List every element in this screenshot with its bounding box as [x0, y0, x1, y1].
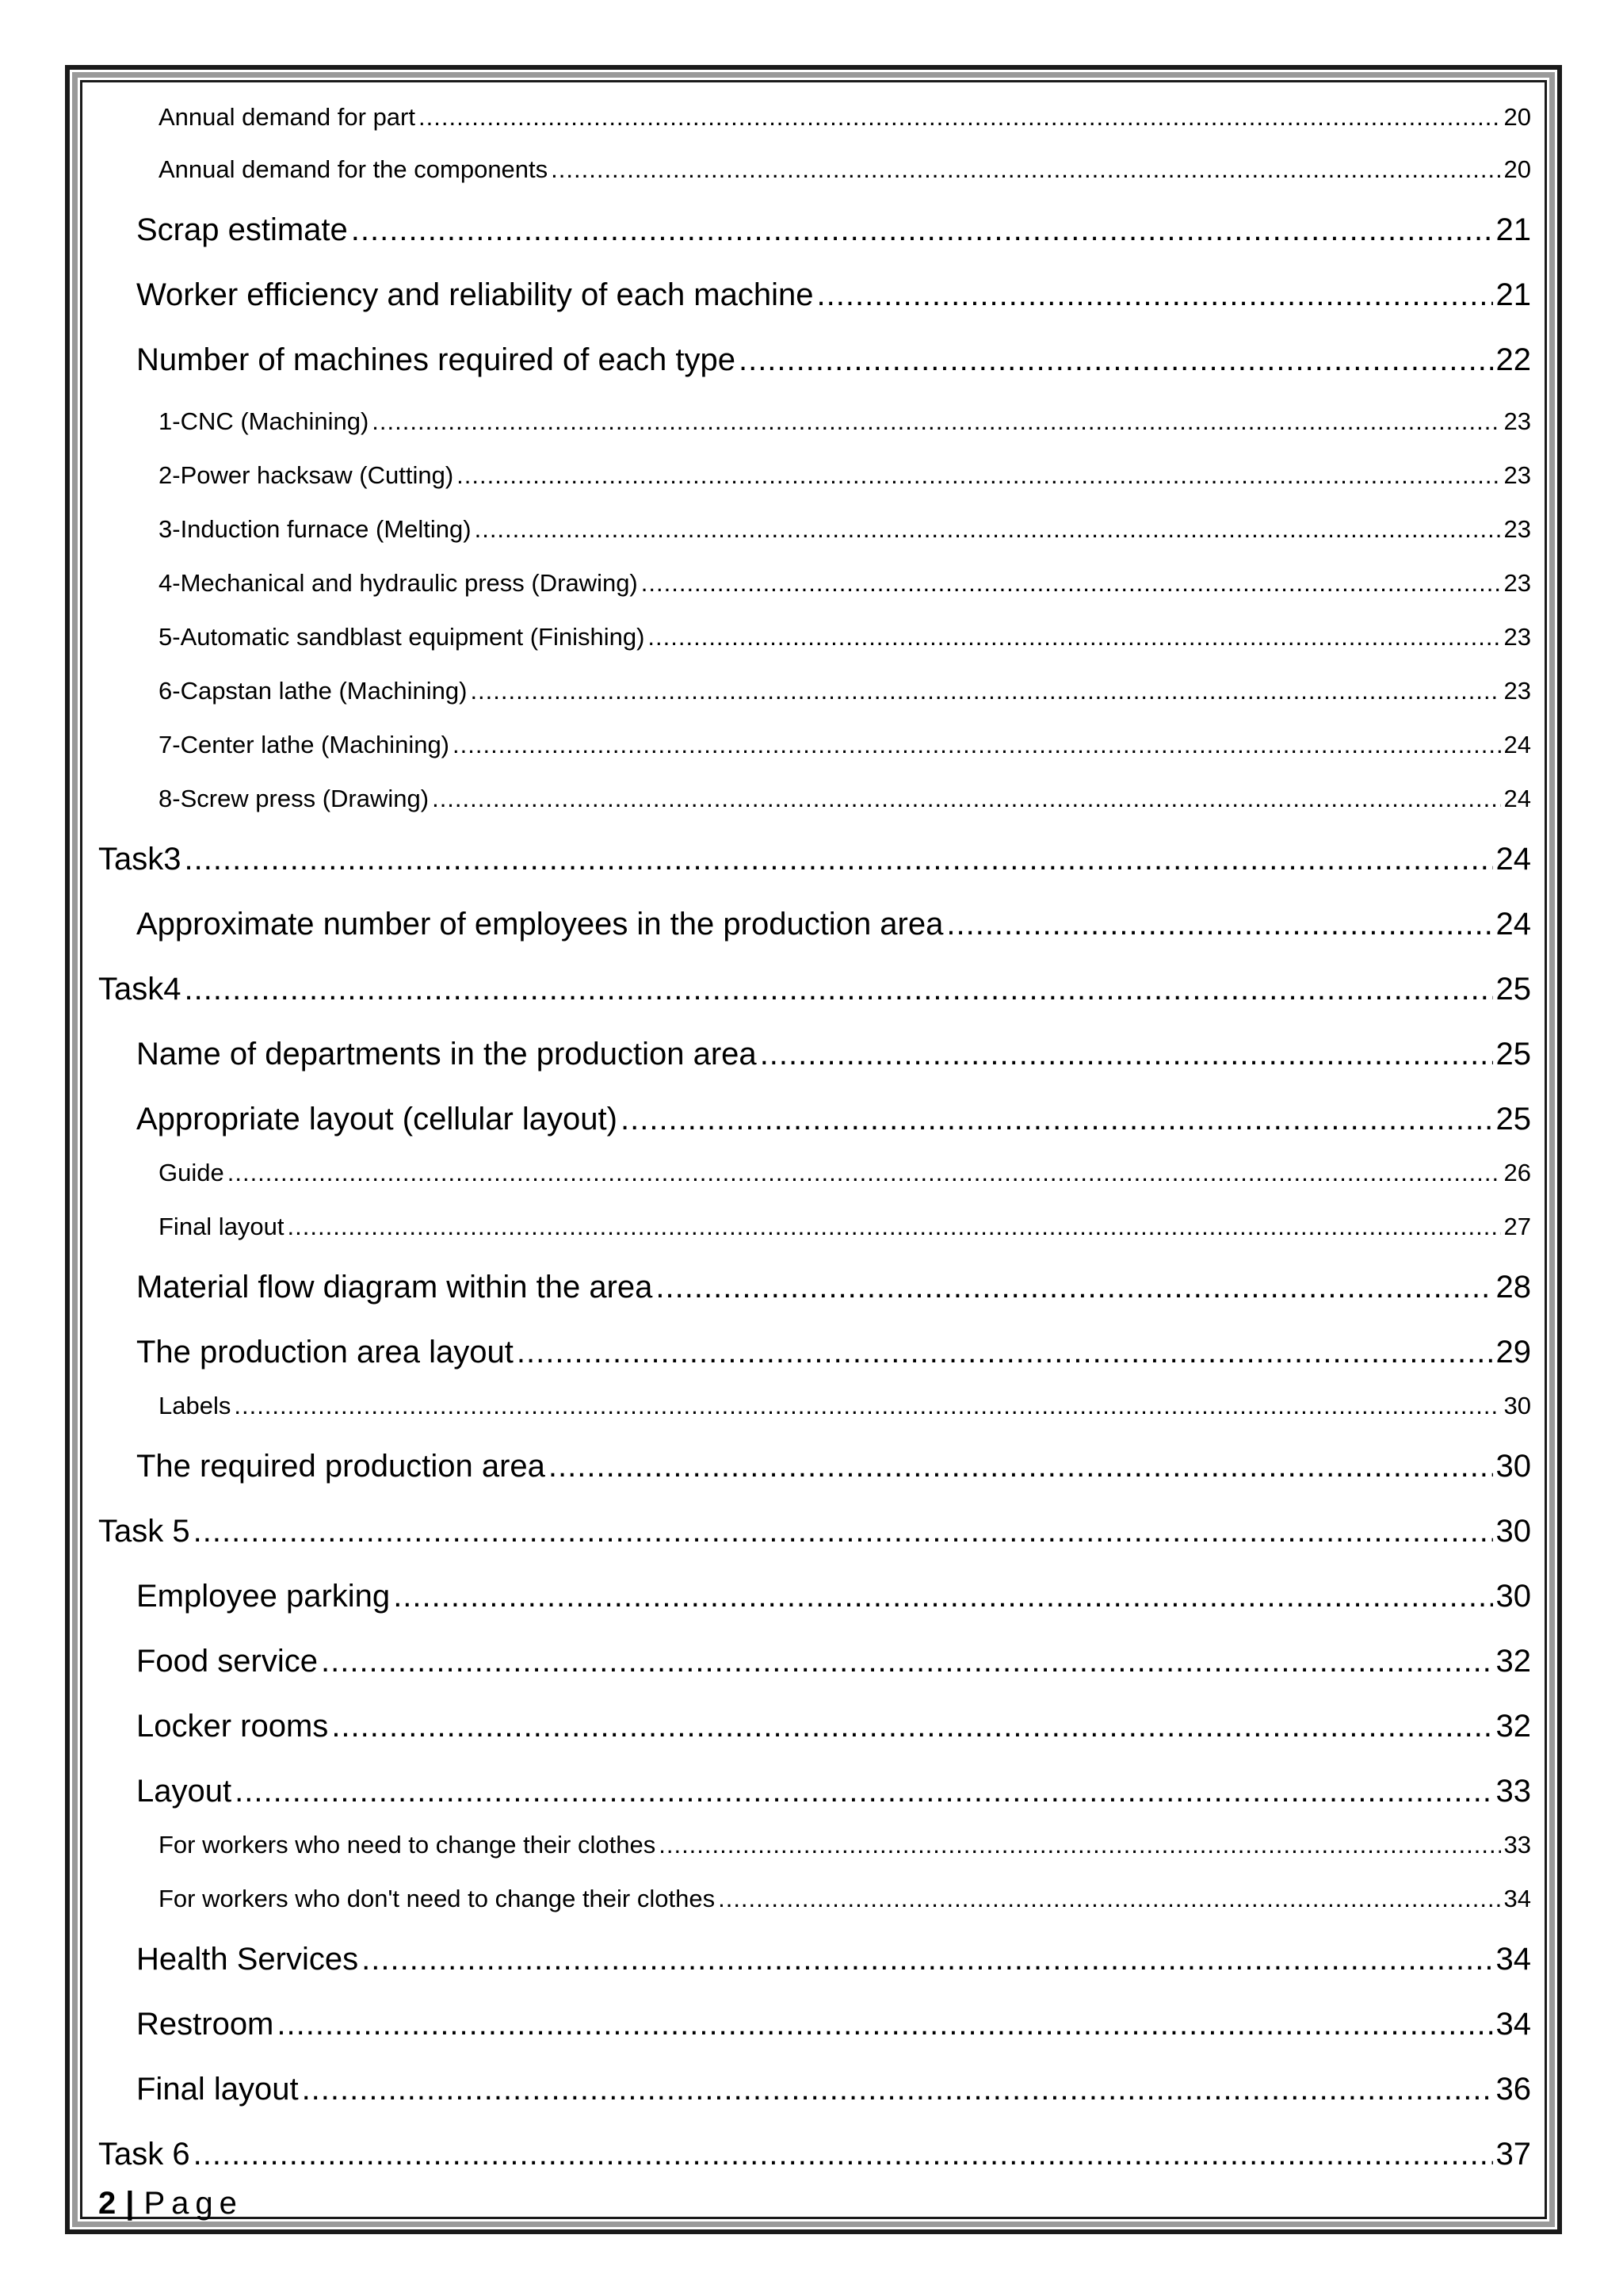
toc-entry-title: 4-Mechanical and hydraulic press (Drawing) [158, 569, 638, 597]
toc-entry-title: Approximate number of employees in the production area [136, 907, 944, 942]
toc-entry-page: 33 [1503, 1831, 1531, 1859]
toc-dot-leader [372, 407, 1500, 436]
toc-entry-page: 26 [1503, 1159, 1531, 1186]
toc-entry-page: 25 [1495, 1037, 1531, 1072]
toc-entry[interactable] [158, 785, 1531, 813]
toc-entry-page: 36 [1495, 2072, 1531, 2107]
toc-entry[interactable] [136, 1579, 1531, 1614]
toc-entry-title: Locker rooms [136, 1709, 329, 1744]
toc-entry-title: Health Services [136, 1942, 359, 1977]
toc-entry-page: 24 [1495, 907, 1531, 942]
toc-entry[interactable] [98, 1514, 1531, 1549]
toc-entry-page: 20 [1503, 155, 1531, 183]
toc-entry-title: The required production area [136, 1449, 545, 1484]
toc-dot-leader [621, 1102, 1493, 1137]
toc-entry-page: 30 [1503, 1392, 1531, 1419]
toc-entry-title: Scrap estimate [136, 212, 348, 247]
toc-dot-leader [302, 2072, 1493, 2107]
toc-entry-page: 27 [1503, 1213, 1531, 1240]
toc-dot-leader [548, 1449, 1493, 1484]
toc-entry-page: 23 [1503, 677, 1531, 705]
toc-entry[interactable] [98, 842, 1531, 877]
toc-dot-leader [331, 1709, 1492, 1744]
toc-entry[interactable] [158, 155, 1531, 184]
toc-entry-title: Task 6 [98, 2137, 190, 2172]
toc-entry[interactable] [158, 1885, 1531, 1913]
toc-entry-title: Labels [158, 1392, 231, 1419]
toc-entry-title: Guide [158, 1159, 224, 1186]
toc-entry-page: 32 [1495, 1709, 1531, 1744]
toc-entry-page: 25 [1495, 972, 1531, 1007]
toc-entry-title: Restroom [136, 2007, 274, 2042]
toc-entry-title: 3-Induction furnace (Melting) [158, 515, 472, 543]
toc-dot-leader [655, 1270, 1492, 1305]
toc-entry-title: The production area layout [136, 1335, 514, 1370]
toc-dot-leader [453, 731, 1501, 759]
toc-dot-leader [193, 2137, 1493, 2172]
toc-entry-title: Final layout [158, 1213, 285, 1240]
toc-entry-page: 34 [1503, 1885, 1531, 1912]
toc-entry[interactable] [158, 731, 1531, 759]
toc-entry-page: 23 [1503, 569, 1531, 597]
toc-dot-leader [817, 277, 1493, 313]
toc-entry-page: 24 [1503, 731, 1531, 758]
toc-entry-page: 30 [1495, 1449, 1531, 1484]
toc-entry-page: 24 [1495, 842, 1531, 877]
toc-entry-title: Name of departments in the production area [136, 1037, 757, 1072]
toc-dot-leader [432, 785, 1500, 813]
toc-entry-title: 1-CNC (Machining) [158, 407, 369, 435]
toc-dot-leader [193, 1514, 1493, 1549]
toc-entry-title: Task 5 [98, 1514, 190, 1549]
toc-dot-leader [393, 1579, 1492, 1614]
toc-entry-title: Final layout [136, 2072, 299, 2107]
toc-dot-leader [470, 677, 1500, 705]
toc-entry[interactable] [136, 1102, 1531, 1137]
toc-entry-title: Appropriate layout (cellular layout) [136, 1102, 617, 1137]
toc-entry[interactable] [158, 461, 1531, 490]
toc-entry-page: 34 [1495, 2007, 1531, 2042]
toc-entry-title: Annual demand for the components [158, 155, 548, 183]
toc-entry-page: 33 [1495, 1774, 1531, 1809]
toc-entry-page: 23 [1503, 461, 1531, 489]
toc-entry[interactable] [158, 1213, 1531, 1241]
toc-entry-title: Worker efficiency and reliability of each machine [136, 277, 814, 312]
toc-dot-leader [418, 103, 1501, 132]
toc-dot-leader [321, 1644, 1493, 1679]
toc-dot-leader [641, 569, 1501, 598]
toc-dot-leader [659, 1831, 1500, 1859]
toc-dot-leader [361, 1942, 1492, 1977]
toc-entry-title: For workers who don't need to change their clothes [158, 1885, 716, 1912]
toc-dot-leader [277, 2007, 1492, 2042]
toc-entry[interactable] [98, 2137, 1531, 2172]
toc-entry[interactable] [136, 1335, 1531, 1370]
toc-entry-page: 23 [1503, 623, 1531, 651]
toc-entry-title: Layout [136, 1774, 232, 1809]
toc-entry[interactable] [158, 1159, 1531, 1187]
toc-entry-page: 21 [1495, 277, 1531, 312]
toc-dot-leader [551, 155, 1500, 184]
toc-entry[interactable] [98, 972, 1531, 1007]
toc-entry-title: For workers who need to change their clothes [158, 1831, 656, 1859]
toc-entry-title: Employee parking [136, 1579, 391, 1614]
toc-entry-page: 29 [1495, 1335, 1531, 1370]
footer-page-number: 2 [98, 2186, 116, 2221]
toc-entry[interactable] [136, 1709, 1531, 1744]
toc-entry-page: 23 [1503, 407, 1531, 435]
toc-entry[interactable] [158, 515, 1531, 544]
toc-dot-leader [739, 342, 1493, 378]
toc-entry-page: 22 [1495, 342, 1531, 377]
toc-entry[interactable] [136, 1644, 1531, 1679]
toc-entry-title: 7-Center lathe (Machining) [158, 731, 450, 758]
toc-dot-leader [185, 842, 1493, 877]
toc-entry[interactable] [136, 2007, 1531, 2042]
footer-separator: | [125, 2186, 135, 2221]
toc-dot-leader [185, 972, 1493, 1007]
toc-entry[interactable] [136, 1270, 1531, 1305]
toc-entry-page: 30 [1495, 1514, 1531, 1549]
toc-dot-leader [351, 212, 1493, 248]
toc-entry-page: 24 [1503, 785, 1531, 812]
toc-dot-leader [517, 1335, 1493, 1370]
toc-entry-title: Food service [136, 1644, 318, 1679]
toc-entry-page: 25 [1495, 1102, 1531, 1137]
toc-entry[interactable] [136, 1449, 1531, 1484]
toc-dot-leader [227, 1159, 1501, 1187]
toc-entry[interactable] [158, 1831, 1531, 1859]
toc-dot-leader [760, 1037, 1493, 1072]
toc-entry[interactable] [136, 212, 1531, 248]
toc-entry-title: Task3 [98, 842, 181, 877]
toc-dot-leader [234, 1392, 1500, 1420]
toc-entry-title: Task4 [98, 972, 181, 1007]
toc-entry-title: Material flow diagram within the area [136, 1270, 653, 1305]
toc-dot-leader [475, 515, 1501, 544]
toc-entry[interactable] [158, 569, 1531, 598]
toc-entry-page: 30 [1495, 1579, 1531, 1614]
toc-entry-title: 8-Screw press (Drawing) [158, 785, 430, 812]
toc-entry[interactable] [136, 1774, 1531, 1809]
footer-page-label: Page [143, 2186, 243, 2221]
toc-entry-page: 28 [1495, 1270, 1531, 1305]
toc-entry-page: 34 [1495, 1942, 1531, 1977]
toc-dot-leader [456, 461, 1500, 490]
toc-entry[interactable] [136, 2072, 1531, 2107]
toc-entry-page: 32 [1495, 1644, 1531, 1679]
toc-entry[interactable] [158, 407, 1531, 436]
toc-entry-page: 23 [1503, 515, 1531, 543]
toc-entry[interactable] [136, 1037, 1531, 1072]
toc-entry-page: 21 [1495, 212, 1531, 247]
toc-entry[interactable] [158, 677, 1531, 705]
toc-entry-title: Number of machines required of each type [136, 342, 735, 377]
toc-entry[interactable] [158, 623, 1531, 651]
toc-dot-leader [946, 907, 1492, 942]
toc-dot-leader [718, 1885, 1500, 1913]
toc-entry[interactable] [136, 1942, 1531, 1977]
toc-entry[interactable] [158, 1392, 1531, 1420]
toc-entry-title: 2-Power hacksaw (Cutting) [158, 461, 454, 489]
toc-entry-title: 6-Capstan lathe (Machining) [158, 677, 468, 705]
toc-entry[interactable] [136, 907, 1531, 942]
toc-entry-title: Annual demand for part [158, 103, 415, 131]
toc-dot-leader [288, 1213, 1501, 1241]
toc-entry[interactable] [136, 342, 1531, 378]
toc-dot-leader [235, 1774, 1492, 1809]
toc-entry[interactable] [136, 277, 1531, 313]
page-footer [98, 2186, 243, 2222]
toc-entry-title: 5-Automatic sandblast equipment (Finishing) [158, 623, 645, 651]
toc-entry-page: 20 [1503, 103, 1531, 131]
toc-entry[interactable] [158, 103, 1531, 132]
toc-dot-leader [647, 623, 1500, 651]
toc-entry-page: 37 [1495, 2137, 1531, 2172]
